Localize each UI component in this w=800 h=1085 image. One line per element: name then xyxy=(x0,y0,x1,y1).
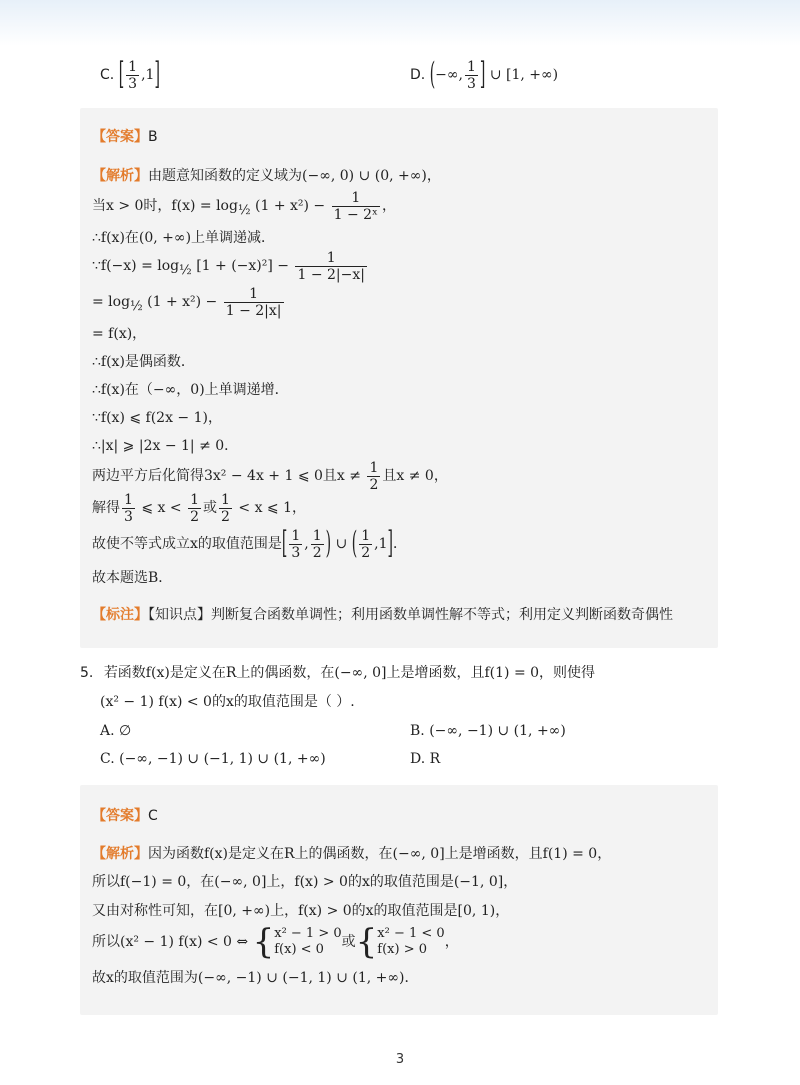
analysis-line-3: ∴f(x)在(0, +∞)上单调递减． xyxy=(92,230,276,246)
system-row: f(x) < 0 xyxy=(274,942,324,957)
note-label: 【标注】 xyxy=(92,607,148,623)
numerator: 1 xyxy=(369,459,379,476)
q5-analysis-line-1 xyxy=(92,844,611,864)
fraction xyxy=(188,492,201,525)
math-text: 故使不等式成立x的取值范围是 xyxy=(92,536,282,552)
math-text: ⩽ x < xyxy=(141,500,182,516)
math-text: = log xyxy=(92,294,131,310)
analysis-line-11 xyxy=(92,458,448,494)
answer-line xyxy=(92,127,158,147)
math-text: 或 xyxy=(203,500,218,516)
q5-analysis-line-5: 故x的取值范围为(−∞, −1) ∪ (−1, 1) ∪ (1, +∞)． xyxy=(92,970,419,986)
fraction xyxy=(367,460,380,493)
denominator: 3 xyxy=(291,544,301,561)
analysis-line-1 xyxy=(92,166,441,186)
denominator: 2 xyxy=(221,508,230,525)
numerator: 1 xyxy=(190,491,200,508)
numerator: 1 xyxy=(332,190,380,207)
numerator: 1 xyxy=(467,58,476,75)
numerator: 1 xyxy=(291,527,301,544)
question-5-option-d: D. R xyxy=(410,751,441,767)
math-text: ,1 xyxy=(374,536,388,552)
fraction xyxy=(311,528,324,561)
fraction xyxy=(332,190,380,223)
brace-left: { xyxy=(252,922,275,962)
log-base: ½ xyxy=(237,202,251,218)
numerator: 1 xyxy=(221,491,230,508)
option-head: −∞, xyxy=(435,67,463,83)
system-row: x² − 1 < 0 xyxy=(377,926,445,941)
math-text: 且x ≠ 0， xyxy=(382,468,448,484)
denominator: 3 xyxy=(128,75,138,92)
math-text: 两边平方后化简得3x² − 4x + 1 ⩽ 0且x ≠ xyxy=(92,468,362,484)
numerator: 1 xyxy=(295,250,367,267)
math-text: ∵f(−x) = log xyxy=(92,258,180,274)
answer-line-q5 xyxy=(92,806,158,826)
q5-analysis-line-3: 又由对称性可知，在[0, +∞)上，f(x) > 0的x的取值范围是[0, 1)， xyxy=(92,903,510,919)
fraction xyxy=(359,528,372,561)
math-text: 或 xyxy=(341,934,356,950)
question-5-stem xyxy=(80,663,595,683)
denominator: 2 xyxy=(190,508,200,525)
math-text: (1 + x²) − xyxy=(255,198,326,214)
option-letter: D. xyxy=(410,67,426,83)
note-line xyxy=(92,605,673,625)
analysis-line-13: 故使不等式成立x的取值范围是[ $\frac{1}{3}$ , $\frac{1}{2}$ ) ∪ ( $\frac{1}{2}$ ,1]． xyxy=(92,526,407,562)
denominator: 3 xyxy=(467,75,476,92)
inequality-system xyxy=(274,926,341,958)
math-text: ． xyxy=(393,536,407,552)
option-letter: C. xyxy=(100,67,115,83)
analysis-line-9: ∵f(x) ⩽ f(2x − 1)， xyxy=(92,410,222,426)
fraction xyxy=(219,492,232,525)
note-text: 【知识点】判断复合函数单调性；利用函数单调性解不等式；利用定义判断函数奇偶性 xyxy=(148,607,673,623)
math-text: ∪ xyxy=(335,536,348,552)
option-tail: ∪ [1, +∞) xyxy=(489,67,559,83)
analysis-line-4 xyxy=(92,248,369,284)
numerator: 1 xyxy=(361,527,371,544)
denominator: 2 xyxy=(312,544,322,561)
q5-analysis-line-4 xyxy=(92,922,459,962)
prev-option-d: D. (−∞, $\frac{1}{3}$ ] ∪ [1, +∞) xyxy=(410,57,559,93)
math-text: [1 + (−x)²] − xyxy=(196,258,290,274)
fraction xyxy=(122,492,135,525)
question-5-stem-2: (x² − 1) f(x) < 0的x的取值范围是（ ）. xyxy=(100,694,355,710)
log-base: ½ xyxy=(130,298,143,314)
math-text: 解得 xyxy=(92,500,120,516)
analysis-label: 【解析】 xyxy=(92,168,148,184)
analysis-text: 因为函数f(x)是定义在R上的偶函数，在(−∞, 0]上是增函数，且f(1) = 0， xyxy=(148,846,612,862)
question-5-option-b: B. (−∞, −1) ∪ (1, +∞) xyxy=(410,723,566,739)
numerator: 1 xyxy=(124,491,133,508)
analysis-line-6: = f(x)， xyxy=(92,326,147,342)
answer-value: C xyxy=(148,808,158,824)
question-5-option-a: A. ∅ xyxy=(100,723,132,739)
denominator: 1 − 2|x| xyxy=(225,302,282,319)
analysis-text: 由题意知函数的定义域为(−∞, 0) ∪ (0, +∞)， xyxy=(148,168,441,184)
analysis-line-7: ∴f(x)是偶函数． xyxy=(92,354,195,370)
denominator: 2 xyxy=(369,476,379,493)
math-text: (1 + x²) − xyxy=(147,294,218,310)
numerator: 1 xyxy=(128,58,138,75)
math-text: 所以(x² − 1) f(x) < 0 ⇔ xyxy=(92,934,249,950)
system-row: f(x) > 0 xyxy=(377,942,427,957)
bracket-left: [ xyxy=(118,57,125,93)
page-number: 3 xyxy=(395,1052,405,1067)
inequality-system xyxy=(377,926,444,958)
fraction xyxy=(465,59,478,92)
denominator: 2 xyxy=(361,544,371,561)
log-base: ½ xyxy=(179,262,192,278)
question-5-option-c: C. (−∞, −1) ∪ (−1, 1) ∪ (1, +∞) xyxy=(100,751,326,767)
q5-analysis-line-2: 所以f(−1) = 0，在(−∞, 0]上，f(x) > 0的x的取值范围是(−1, 0]， xyxy=(92,874,518,890)
numerator: 1 xyxy=(224,286,284,303)
denominator: 1 − 2|−x| xyxy=(297,266,365,283)
math-text: < x ⩽ 1， xyxy=(238,500,307,516)
answer-label: 【答案】 xyxy=(92,808,148,824)
math-text: 当x > 0时，f(x) = log xyxy=(92,198,238,214)
bracket-right: ] xyxy=(154,57,160,93)
question-text: 若函数f(x)是定义在R上的偶函数，在(−∞, 0]上是增函数，且f(1) = 0，则使得 xyxy=(103,665,596,681)
math-text: ， xyxy=(444,934,459,950)
numerator: 1 xyxy=(312,527,322,544)
denominator: 3 xyxy=(124,508,133,525)
analysis-line-5 xyxy=(92,284,286,320)
fraction xyxy=(289,528,302,561)
question-number: 5. xyxy=(80,665,94,681)
analysis-line-14: 故本题选B． xyxy=(92,570,173,586)
system-row: x² − 1 > 0 xyxy=(274,926,342,941)
analysis-line-10: ∴|x| ⩾ |2x − 1| ≠ 0． xyxy=(92,438,239,454)
fraction xyxy=(224,286,284,319)
answer-value: B xyxy=(148,129,158,145)
analysis-line-12 xyxy=(92,490,306,526)
analysis-label: 【解析】 xyxy=(92,846,148,862)
prev-option-c xyxy=(100,58,160,92)
denominator: 1 − 2ˣ xyxy=(333,206,378,223)
fraction xyxy=(126,59,139,92)
option-tail: ,1 xyxy=(141,67,155,83)
fraction xyxy=(295,250,367,283)
analysis-line-8: ∴f(x)在（−∞，0)上单调递增． xyxy=(92,382,289,398)
analysis-line-2 xyxy=(92,188,396,224)
brace-left: { xyxy=(355,922,378,962)
answer-label: 【答案】 xyxy=(92,129,148,145)
math-text: ， xyxy=(382,198,396,214)
